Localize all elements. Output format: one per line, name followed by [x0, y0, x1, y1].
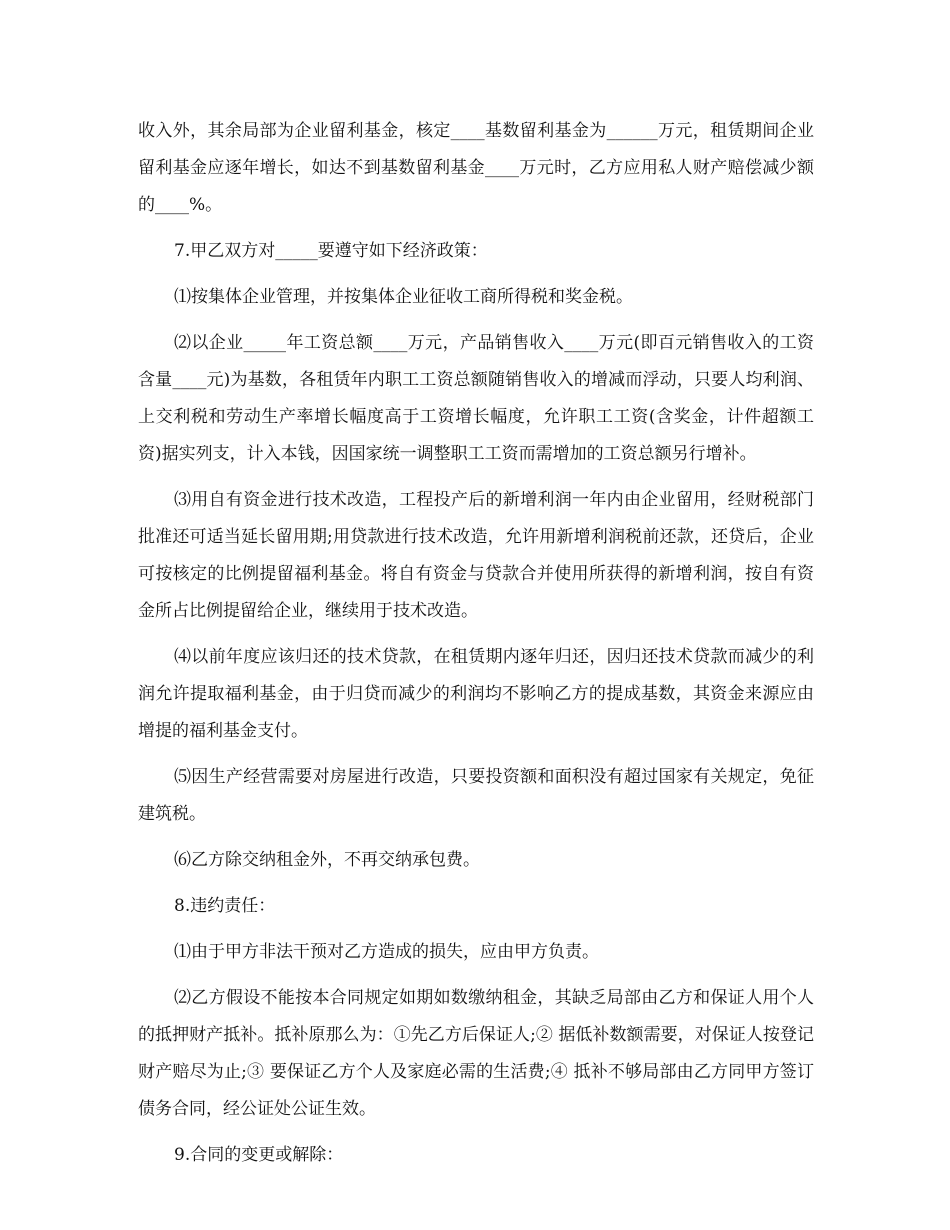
paragraph-clause-7-5: ⑸因生产经营需要对房屋进行改造，只要投资额和面积没有超过国家有关规定，免征建筑税。	[138, 767, 814, 824]
paragraph-clause-7-1: ⑴按集体企业管理，并按集体企业征收工商所得税和奖金税。	[174, 287, 633, 307]
paragraph-clause-7-3: ⑶用自有资金进行技术改造，工程投产后的新增利润一年内由企业留用，经财税部门批准还可适当延长留用期;用贷款进行技术改造，允许用新增利润税前还款，还贷后，企业可按核定的比例提留福利基金。将自有资金与贷款合并使用所获得的新增利润，按自有资金所占比例提留给企业，继续用于技术改造。	[138, 490, 814, 621]
paragraph-retained-fund: 收入外，其余局部为企业留利基金，核定____基数留利基金为______万元，租赁期间企业留利基金应逐年增长，如达不到基数留利基金____万元时，乙方应用私人财产赔偿减少额的____%。	[138, 121, 814, 215]
paragraph-clause-7-2: ⑵以企业_____年工资总额____万元，产品销售收入____万元(即百元销售收入的工资含量____元)为基数，各租赁年内职工工资总额随销售收入的增减而浮动，只要人均利润、上交利税和劳动生产率增长幅度高于工资增长幅度，允许职工工资(含奖金，计件超额工资)据实列支，计入本钱，因国家统一调整职工工资而需增加的工资总额另行增补。	[138, 333, 814, 464]
paragraph-clause-8-heading: 8.违约责任：	[174, 896, 276, 916]
paragraph-clause-8-1: ⑴由于甲方非法干预对乙方造成的损失，应由甲方负责。	[174, 942, 599, 962]
paragraph-clause-7-heading: 7.甲乙双方对_____要遵守如下经济政策：	[174, 241, 488, 261]
paragraph-clause-7-4: ⑷以前年度应该归还的技术贷款，在租赁期内逐年归还，因归还技术贷款而减少的利润允许提取福利基金，由于归贷而减少的利润均不影响乙方的提成基数，其资金来源应由增提的福利基金支付。	[138, 647, 814, 741]
document-body	[138, 113, 814, 1183]
paragraph-clause-7-6: ⑹乙方除交纳租金外，不再交纳承包费。	[174, 850, 480, 870]
paragraph-clause-9-heading: 9.合同的变更或解除：	[174, 1145, 344, 1165]
paragraph-clause-8-2: ⑵乙方假设不能按本合同规定如期如数缴纳租金，其缺乏局部由乙方和保证人用个人的抵押财产抵补。抵补原那么为：①先乙方后保证人;② 据低补数额需要，对保证人按登记财产赔尽为止;③ 要保证乙方个人及家庭必需的生活费;④ 抵补不够局部由乙方同甲方签订债务合同，经公证处公证生效。	[138, 988, 814, 1119]
